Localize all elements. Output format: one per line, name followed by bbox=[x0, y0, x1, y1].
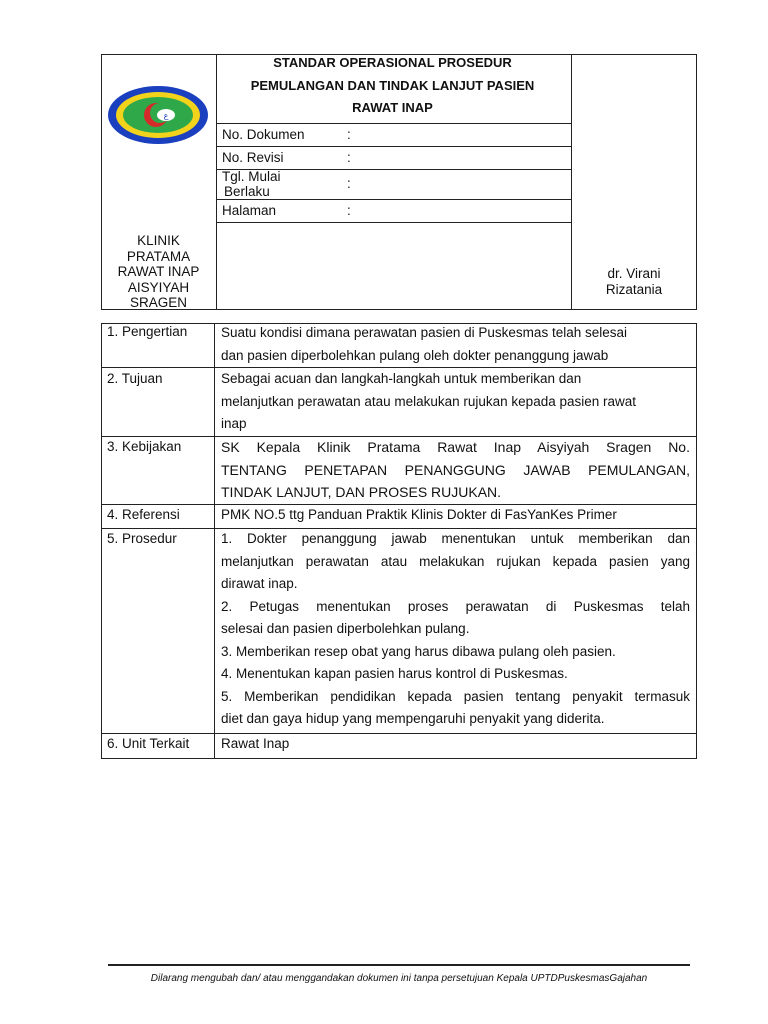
signer-line: Rizatania bbox=[605, 281, 663, 297]
row-content-pengertian bbox=[221, 322, 690, 367]
field-value-no-dokumen: : bbox=[347, 127, 351, 142]
row-label-prosedur: 5. Prosedur bbox=[107, 531, 177, 546]
row-content-unit-terkait bbox=[221, 733, 690, 756]
content-line: Rawat Inap bbox=[221, 736, 290, 751]
row-label-tujuan: 2. Tujuan bbox=[107, 371, 163, 386]
header-field-line-1 bbox=[216, 123, 571, 124]
aisyiyah-logo-icon bbox=[106, 84, 210, 146]
clinic-line: AISYIYAH bbox=[127, 279, 190, 295]
row-content-tujuan bbox=[221, 368, 690, 436]
signer-line: dr. Virani bbox=[607, 266, 661, 281]
content-line: melanjutkan perawatan atau melakukan rujukan kepada pasien rawat bbox=[221, 393, 637, 409]
content-line: inap bbox=[221, 416, 247, 431]
content-line: dirawat inap. bbox=[221, 576, 298, 591]
svg-text:ع: ع bbox=[163, 111, 169, 120]
clinic-name bbox=[101, 233, 216, 311]
field-value-halaman: : bbox=[347, 203, 351, 218]
sop-title-line-3: RAWAT INAP bbox=[352, 100, 433, 115]
row-content-prosedur bbox=[221, 528, 690, 731]
content-line: diet dan gaya hidup yang mempengaruhi penyakit yang diderita. bbox=[221, 711, 605, 726]
row-label-unit-terkait: 6. Unit Terkait bbox=[107, 736, 190, 751]
content-line: selesai dan pasien diperbolehkan pulang. bbox=[221, 621, 470, 636]
clinic-line: RAWAT INAP bbox=[117, 264, 200, 279]
row-content-kebijakan bbox=[221, 436, 690, 504]
sop-title-line-2: PEMULANGAN DAN TINDAK LANJUT PASIEN bbox=[250, 78, 535, 93]
content-line: TENTANG PENETAPAN PENANGGUNG JAWAB PEMULANGAN, bbox=[221, 461, 690, 478]
sop-title-line-1: STANDAR OPERASIONAL PROSEDUR bbox=[273, 55, 512, 70]
content-line: PMK NO.5 ttg Panduan Praktik Klinis Dokter di FasYanKes Primer bbox=[221, 507, 617, 522]
signer-name bbox=[571, 266, 697, 297]
clinic-line: KLINIK bbox=[137, 233, 180, 248]
clinic-line: SRAGEN bbox=[129, 295, 187, 310]
header-field-line-2 bbox=[216, 146, 571, 147]
footer-notice: Dilarang mengubah dan/ atau menggandakan dokumen ini tanpa persetujuan Kepala UPTDPuskesmasGajahan bbox=[150, 973, 648, 984]
clinic-line: PRATAMA bbox=[126, 248, 191, 264]
field-label-line: Tgl. Mulai bbox=[222, 169, 281, 184]
header-field-line-4 bbox=[216, 199, 571, 200]
content-line: 5. Memberikan pendidikan kepada pasien tentang penyakit termasuk bbox=[221, 688, 690, 704]
footer-rule bbox=[108, 964, 690, 966]
content-line: melanjutkan perawatan atau melakukan rujukan kepada pasien yang bbox=[221, 553, 690, 569]
content-line: dan pasien diperbolehkan pulang oleh dokter penanggung jawab bbox=[221, 347, 609, 363]
content-line: 2. Petugas menentukan proses perawatan di Puskesmas telah bbox=[221, 598, 690, 614]
content-line: 3. Memberikan resep obat yang harus dibawa pulang oleh pasien. bbox=[221, 643, 616, 659]
field-label-no-dokumen: No. Dokumen bbox=[222, 127, 305, 142]
row-content-referensi bbox=[221, 504, 690, 527]
content-line: Sebagai acuan dan langkah-langkah untuk memberikan dan bbox=[221, 371, 582, 386]
field-label-halaman: Halaman bbox=[222, 203, 277, 218]
content-line: SK Kepala Klinik Pratama Rawat Inap Aisyiyah Sragen No. bbox=[221, 439, 690, 455]
row-label-pengertian: 1. Pengertian bbox=[107, 324, 188, 339]
field-label-tgl-mulai bbox=[222, 169, 281, 199]
content-line: Suatu kondisi dimana perawatan pasien di Puskesmas telah selesai bbox=[221, 325, 627, 340]
content-line: 1. Dokter penanggung jawab menentukan untuk memberikan dan bbox=[221, 531, 690, 546]
field-value-tgl-mulai: : bbox=[347, 176, 351, 191]
header-field-line-5 bbox=[216, 222, 571, 223]
field-label-line: Berlaku bbox=[224, 184, 270, 199]
content-line: TINDAK LANJUT, DAN PROSES RUJUKAN. bbox=[221, 484, 502, 500]
content-table-divider bbox=[214, 323, 215, 759]
field-value-no-revisi: : bbox=[347, 150, 351, 165]
row-label-referensi: 4. Referensi bbox=[107, 507, 180, 522]
row-label-kebijakan: 3. Kebijakan bbox=[107, 439, 182, 454]
field-label-no-revisi: No. Revisi bbox=[222, 150, 284, 165]
content-line: 4. Menentukan kapan pasien harus kontrol di Puskesmas. bbox=[221, 666, 568, 681]
